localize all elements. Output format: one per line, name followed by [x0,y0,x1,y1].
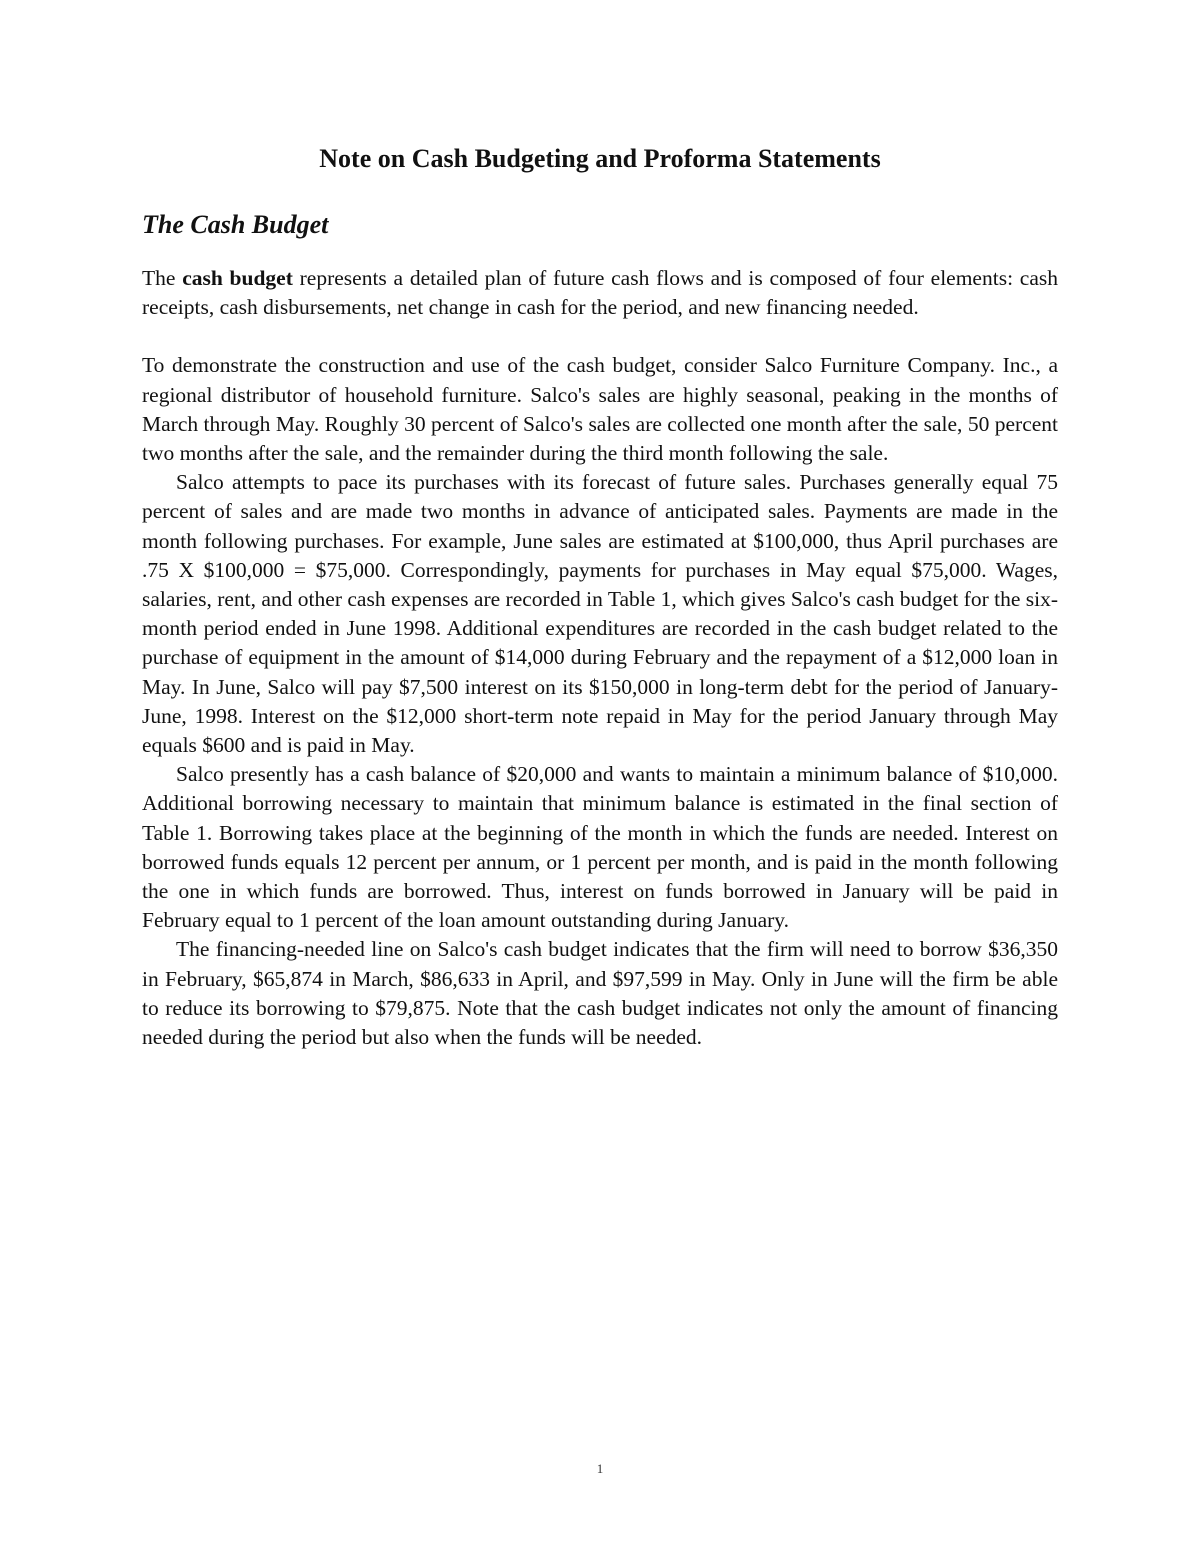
document-title: Note on Cash Budgeting and Proforma Statements [319,144,881,173]
paragraph-definition-lead: The [142,266,183,290]
paragraph-cash-balance: Salco presently has a cash balance of $20,000 and wants to maintain a minimum balance of $10,000. Additional borrowing necessary to maintain that minimum balance is estimated in the final section of Table 1. Borrowing takes place at the beginning of the month in which the funds are needed. Interest on borrowed funds equals 12 percent per annum, or 1 percent per month, and is paid in the month following the one in which funds are borrowed. Thus, interest on funds borrowed in January will be paid in February equal to 1 percent of the loan amount outstanding during January. [142,762,1058,933]
paragraph-definition [142,264,1058,322]
section-heading-cash-budget: The Cash Budget [142,210,329,239]
page-number: 1 [596,1461,604,1476]
paragraph-definition-rest: represents a detailed plan of future cash flows and is composed of four elements: cash receipts, cash disbursements, net change in cash for the period, and new financing needed. [142,266,1058,320]
paragraph-purchases: Salco attempts to pace its purchases with its forecast of future sales. Purchases generally equal 75 percent of sales and are made two months in advance of anticipated sales. Payments are made in the month following purchases. For example, June sales are estimated at $100,000, thus April purchases are .75 X $100,000 = $75,000. Correspondingly, payments for purchases in May equal $75,000. Wages, salaries, rent, and other cash expenses are recorded in Table 1, which gives Salco's cash budget for the six-month period ended in June 1998. Additional expenditures are recorded in the cash budget related to the purchase of equipment in the amount of $14,000 during February and the repayment of a $12,000 loan in May. In June, Salco will pay $7,500 interest on its $150,000 in long-term debt for the period of January-June, 1998. Interest on the $12,000 short-term note repaid in May for the period January through May equals $600 and is paid in May. [142,470,1059,758]
paragraph-salco-intro: To demonstrate the construction and use of the cash budget, consider Salco Furniture Company. Inc., a regional distributor of household furniture. Salco's sales are highly seasonal, peaking in the months of March through May. Roughly 30 percent of Salco's sales are collected one month after the sale, 50 percent two months after the sale, and the remainder during the third month following the sale. [142,353,1058,466]
document-page [142,130,1058,1052]
paragraph-financing-needed: The financing-needed line on Salco's cash budget indicates that the firm will need to borrow $36,350 in February, $65,874 in March, $86,633 in April, and $97,599 in May. Only in June will the firm be able to reduce its borrowing to $79,875. Note that the cash budget indicates not only the amount of financing needed during the period but also when the funds will be needed. [142,937,1058,1050]
term-cash-budget: cash budget [182,266,293,290]
